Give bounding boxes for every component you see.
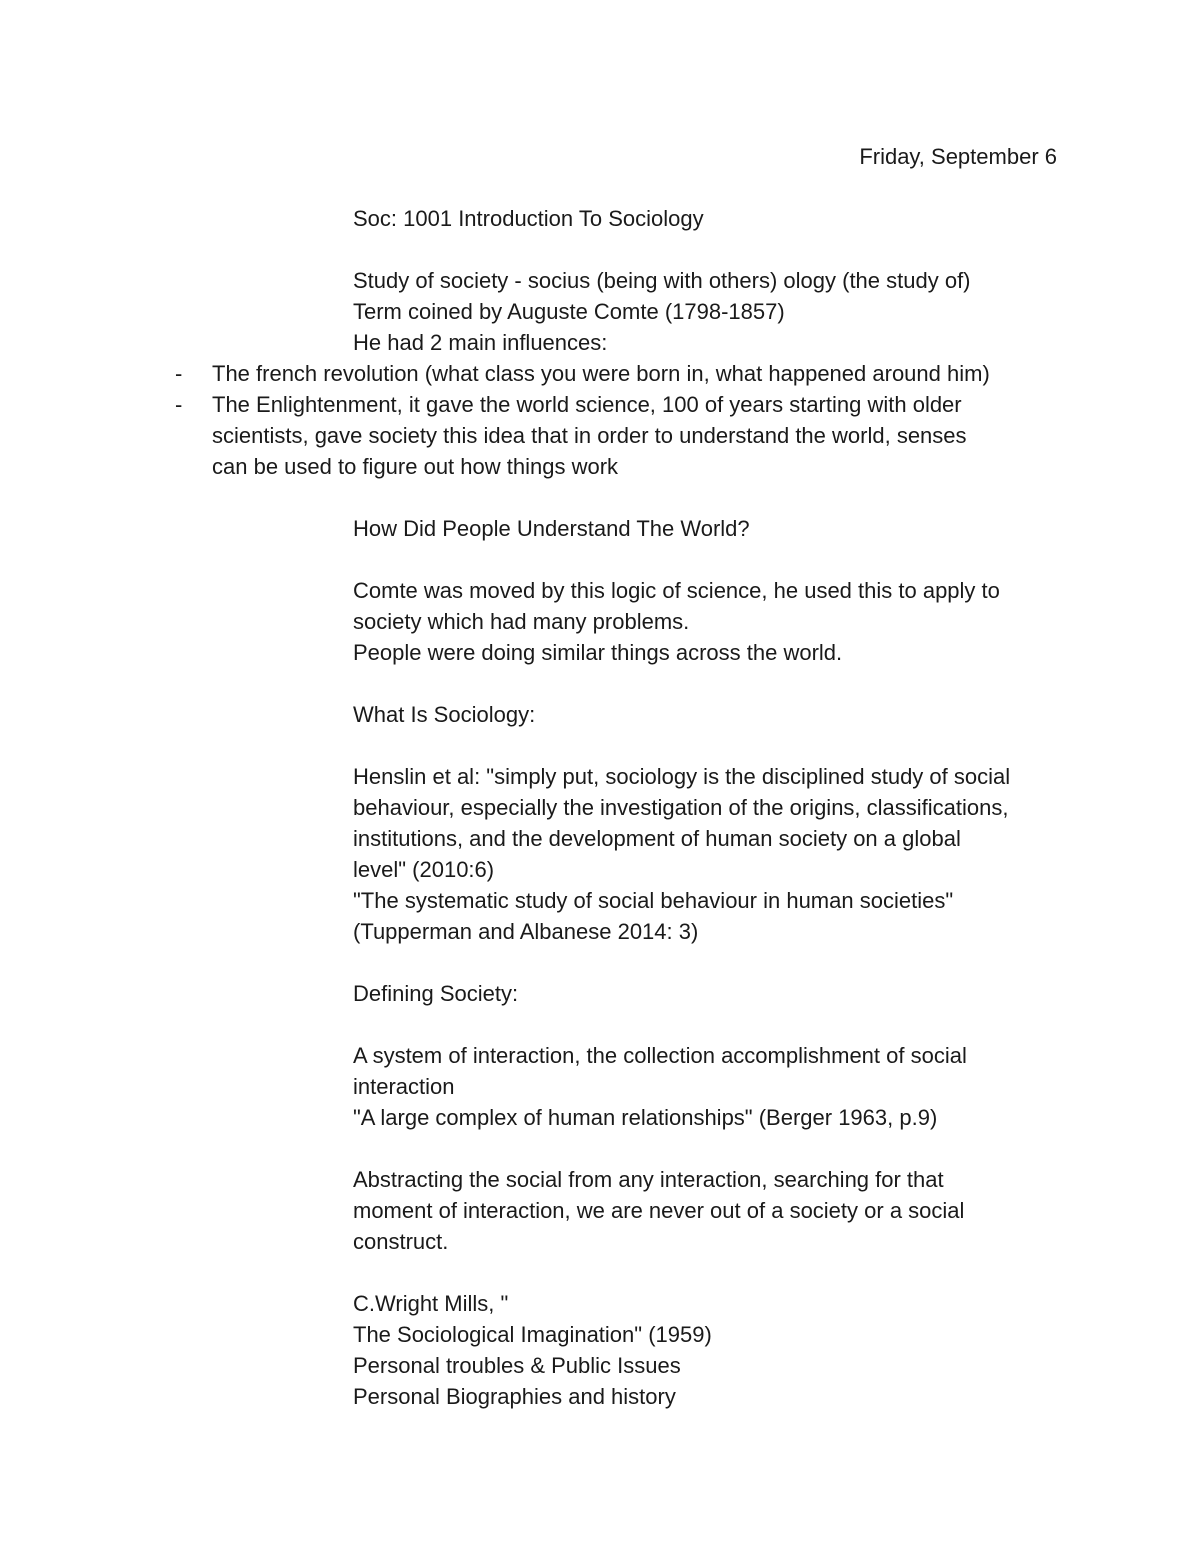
paragraph-line: Personal Biographies and history xyxy=(353,1384,676,1409)
section-heading: Defining Society: xyxy=(353,981,519,1006)
paragraph-line: construct. xyxy=(353,1229,449,1254)
paragraph-line: Abstracting the social from any interaction, searching for that xyxy=(353,1167,944,1192)
bullet-text: scientists, gave society this idea that in order to understand the world, senses xyxy=(212,423,967,448)
paragraph-line: A system of interaction, the collection accomplishment of social xyxy=(353,1043,967,1068)
bullet-marker: - xyxy=(175,361,183,386)
paragraph-line: Personal troubles & Public Issues xyxy=(353,1353,681,1378)
bullet-marker: - xyxy=(175,392,183,417)
paragraph-line: People were doing similar things across the world. xyxy=(353,640,843,665)
course-title: Soc: 1001 Introduction To Sociology xyxy=(353,206,704,231)
bullet-text: can be used to figure out how things work xyxy=(212,454,619,479)
paragraph-line: behaviour, especially the investigation of the origins, classifications, xyxy=(353,795,1009,820)
bullet-text: The Enlightenment, it gave the world science, 100 of years starting with older xyxy=(212,392,962,417)
paragraph-line: interaction xyxy=(353,1074,455,1099)
paragraph-line: Henslin et al: "simply put, sociology is the disciplined study of social xyxy=(353,764,1011,789)
paragraph-line: (Tupperman and Albanese 2014: 3) xyxy=(353,919,699,944)
paragraph-line: "The systematic study of social behaviour in human societies" xyxy=(353,888,954,913)
paragraph-line: level" (2010:6) xyxy=(353,857,495,882)
paragraph-line: The Sociological Imagination" (1959) xyxy=(353,1322,712,1347)
paragraph-line: "A large complex of human relationships" (Berger 1963, p.9) xyxy=(353,1105,938,1130)
section-heading: What Is Sociology: xyxy=(353,702,536,727)
intro-line: He had 2 main influences: xyxy=(353,330,608,355)
paragraph-line: moment of interaction, we are never out of a society or a social xyxy=(353,1198,965,1223)
paragraph-line: Comte was moved by this logic of science, he used this to apply to xyxy=(353,578,1000,603)
paragraph-line: C.Wright Mills, " xyxy=(353,1291,509,1316)
bullet-text: The french revolution (what class you were born in, what happened around him) xyxy=(212,361,990,386)
date-header: Friday, September 6 xyxy=(859,144,1057,169)
intro-line: Study of society - socius (being with others) ology (the study of) xyxy=(353,268,971,293)
paragraph-line: institutions, and the development of human society on a global xyxy=(353,826,961,851)
section-heading: How Did People Understand The World? xyxy=(353,516,750,541)
paragraph-line: society which had many problems. xyxy=(353,609,690,634)
intro-line: Term coined by Auguste Comte (1798-1857) xyxy=(353,299,785,324)
